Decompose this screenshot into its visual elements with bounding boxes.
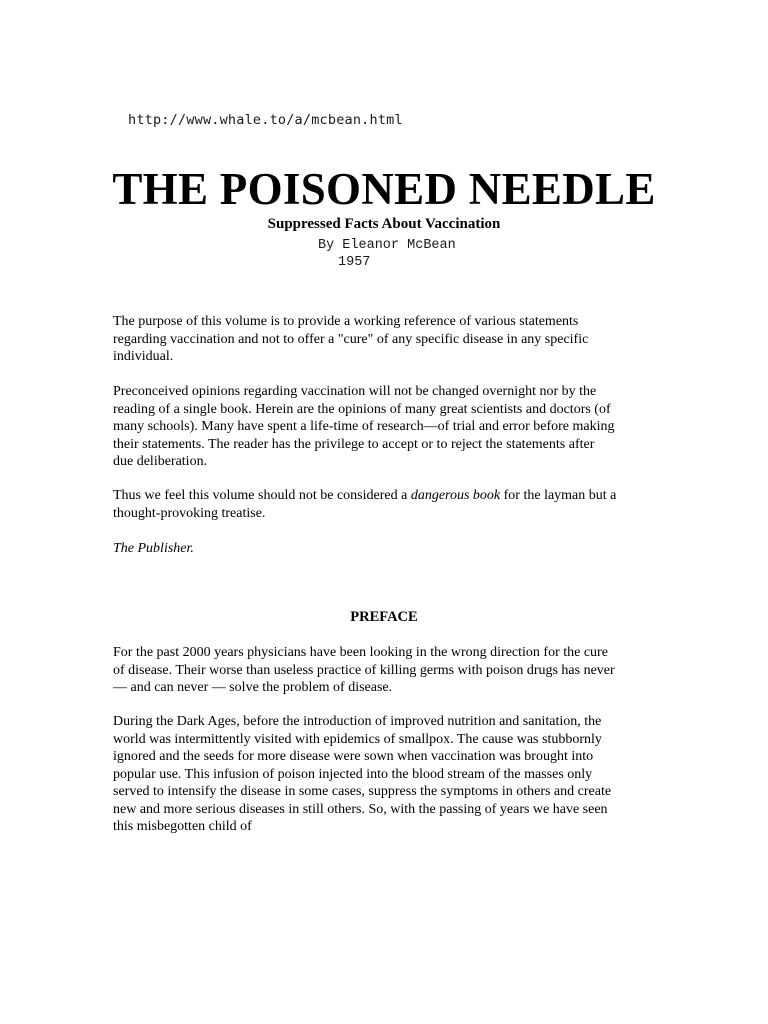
intro-paragraph-1 bbox=[113, 313, 673, 366]
text-line: this misbegotten child of bbox=[113, 819, 252, 834]
preface-paragraph-1 bbox=[113, 644, 673, 697]
intro-paragraph-2 bbox=[113, 383, 673, 471]
text-line bbox=[113, 487, 673, 505]
text-run: Thus we feel this volume should not be considered a bbox=[113, 488, 411, 503]
text-line: reading of a single book. Herein are the opinions of many great scientists and doctors (of bbox=[113, 401, 611, 417]
emphasis-dangerous-book: dangerous book bbox=[410, 488, 501, 503]
text-run: for the layman but a bbox=[500, 488, 617, 503]
preface-paragraph-2 bbox=[113, 713, 673, 836]
text-line: During the Dark Ages, before the introduction of improved nutrition and sanitation, the bbox=[113, 714, 602, 729]
document-title: THE POISONED NEEDLE bbox=[112, 164, 656, 214]
publisher-signature: The Publisher. bbox=[113, 541, 194, 556]
text-line: ignored and the seeds for more disease were sown when vaccination was brought into bbox=[113, 749, 594, 764]
text-line: due deliberation. bbox=[113, 454, 208, 469]
text-line: world was intermittently visited with epidemics of smallpox. The cause was stubbornly bbox=[113, 731, 602, 747]
text-line: regarding vaccination and not to offer a "cure" of any specific disease in any specific bbox=[113, 331, 589, 347]
publication-year: 1957 bbox=[338, 255, 371, 267]
text-line: of disease. Their worse than useless practice of killing germs with poison drugs has never bbox=[113, 662, 615, 678]
text-line: The purpose of this volume is to provide a working reference of various statements bbox=[113, 314, 579, 329]
text-line: Preconceived opinions regarding vaccination will not be changed overnight nor by the bbox=[113, 384, 597, 399]
text-line: For the past 2000 years physicians have been looking in the wrong direction for the cure bbox=[113, 645, 608, 660]
text-line: individual. bbox=[113, 349, 174, 364]
preface-heading: PREFACE bbox=[350, 609, 418, 625]
text-line: — and can never — solve the problem of disease. bbox=[113, 680, 393, 695]
author-byline: By Eleanor McBean bbox=[318, 238, 456, 253]
intro-paragraph-3 bbox=[113, 487, 673, 522]
document-subtitle: Suppressed Facts About Vaccination bbox=[267, 216, 501, 232]
text-line: served to intensify the disease in some cases, suppress the symptoms in others and create bbox=[113, 784, 612, 799]
source-url: http://www.whale.to/a/mcbean.html bbox=[128, 112, 403, 128]
text-line: their statements. The reader has the privilege to accept or to reject the statements after bbox=[113, 436, 595, 452]
text-line: popular use. This infusion of poison injected into the blood stream of the masses only bbox=[113, 766, 593, 782]
text-line: new and more serious diseases in still others. So, with the passing of years we have seen bbox=[113, 801, 608, 817]
text-line: many schools). Many have spent a life-time of research—of trial and error before making bbox=[113, 419, 615, 434]
text-line: thought-provoking treatise. bbox=[113, 505, 266, 521]
